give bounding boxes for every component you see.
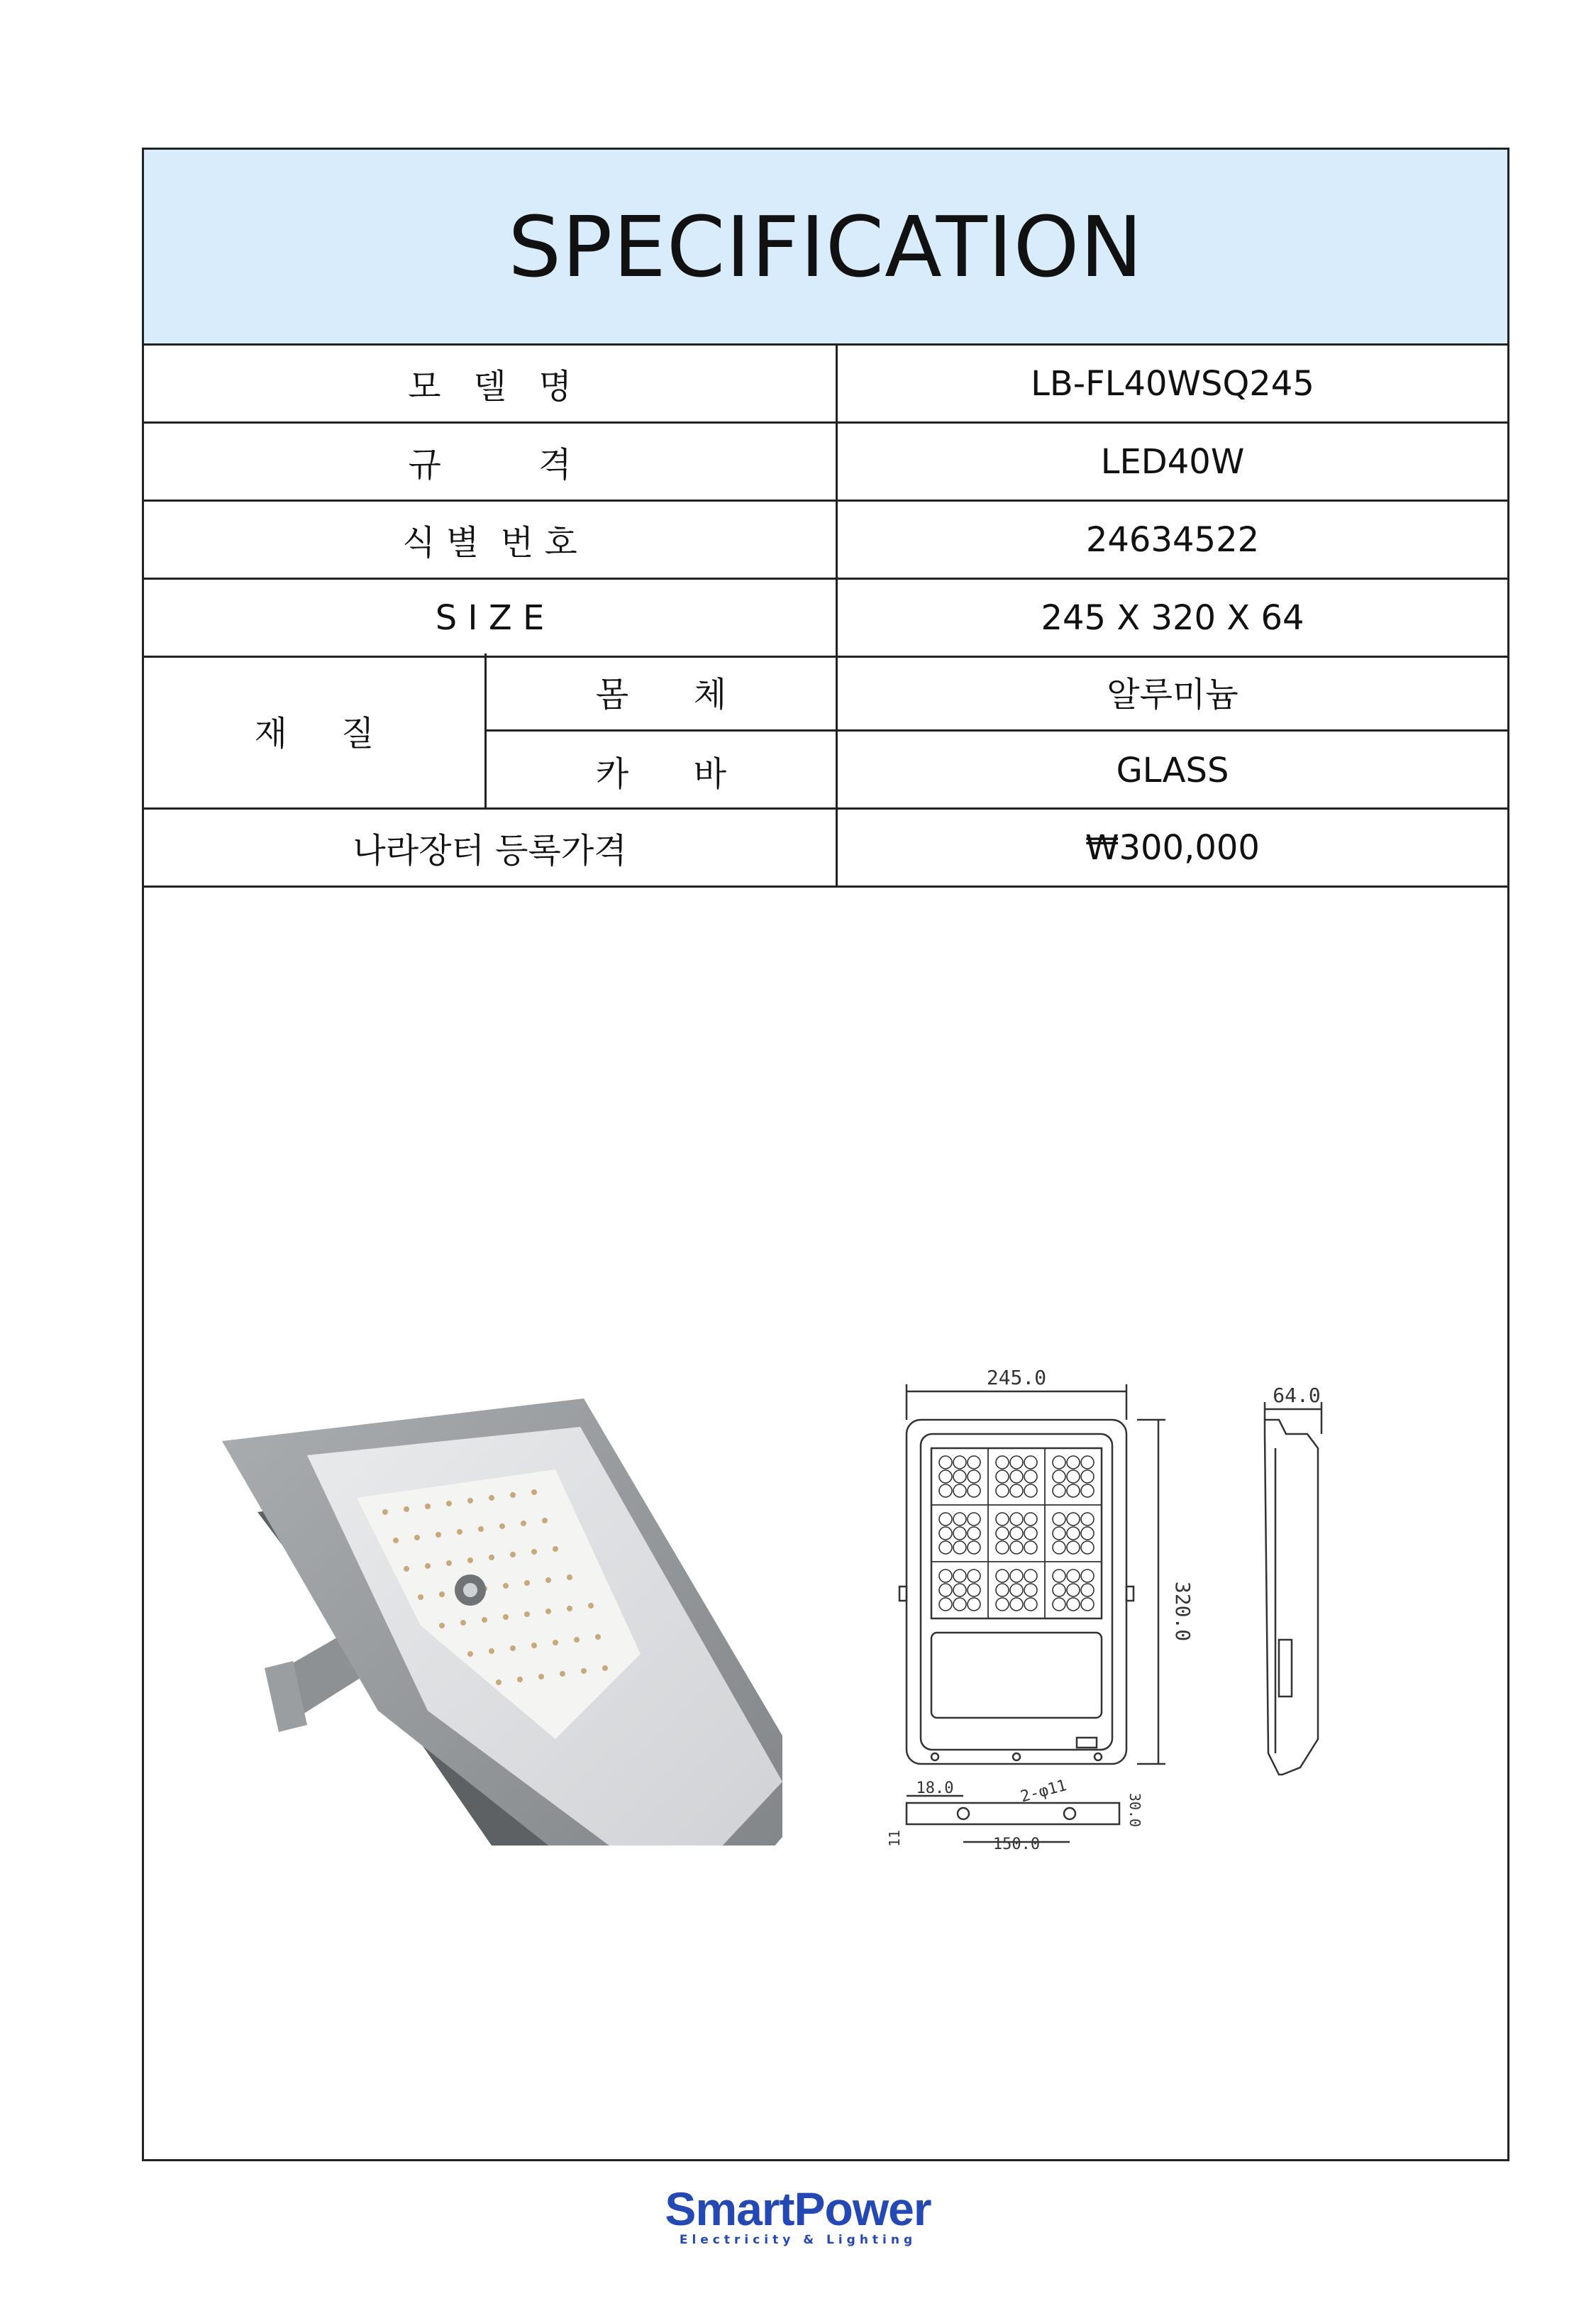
size-label: S I Z E: [144, 580, 838, 656]
page-title: SPECIFICATION: [508, 197, 1143, 296]
dim-width: 245.0: [986, 1366, 1047, 1389]
price-value: ₩300,000: [1085, 827, 1260, 868]
material-group: [144, 653, 1507, 810]
spec-sheet: [142, 148, 1509, 2161]
row-price: [144, 810, 1507, 888]
brand-tagline: Electricity & Lighting: [679, 2233, 917, 2247]
spec-value: LED40W: [1100, 441, 1245, 482]
material-label: 재 질: [144, 653, 487, 807]
row-id: [144, 502, 1507, 580]
brand-logo: [0, 2182, 1596, 2247]
row-spec: [144, 424, 1507, 502]
dim-hole-spacing: 150.0: [992, 1836, 1041, 1853]
dim-bracket-thickness: 11: [886, 1829, 903, 1848]
id-label: 식 별 번 호: [144, 502, 838, 578]
dim-depth: 64.0: [1273, 1384, 1321, 1407]
cover-value: GLASS: [1116, 751, 1229, 790]
model-value: LB-FL40WSQ245: [1031, 363, 1314, 404]
product-photo: [215, 1171, 782, 1846]
side-view: [1265, 1420, 1318, 1775]
technical-drawing: [882, 1342, 1421, 1867]
led-grid: [931, 1448, 1102, 1618]
dim-hole-note: 2-φ11: [1019, 1777, 1069, 1806]
id-value: 24634522: [1085, 519, 1260, 560]
dim-hole-offset: 18.0: [916, 1780, 954, 1797]
size-value: 245 X 320 X 64: [1041, 597, 1304, 638]
brand-name: SmartPower: [665, 2183, 931, 2235]
product-image-area: [144, 888, 1507, 2161]
dim-bracket-height: 30.0: [1126, 1792, 1143, 1828]
spec-label: 규 격: [144, 424, 838, 500]
row-body: [487, 653, 1507, 732]
model-label: 모 델 명: [144, 346, 838, 421]
price-label: 나라장터 등록가격: [144, 810, 838, 886]
body-value: 알루미늄: [1107, 675, 1238, 715]
row-model: [144, 346, 1507, 424]
row-cover: [487, 732, 1507, 810]
bracket-view: [907, 1803, 1119, 1824]
row-size: [144, 580, 1507, 658]
cover-label: 카 바: [487, 732, 838, 810]
title-band: [144, 150, 1507, 346]
led-circles: [939, 1456, 1094, 1611]
body-label: 몸 체: [487, 653, 838, 729]
dim-height: 320.0: [1171, 1581, 1195, 1642]
